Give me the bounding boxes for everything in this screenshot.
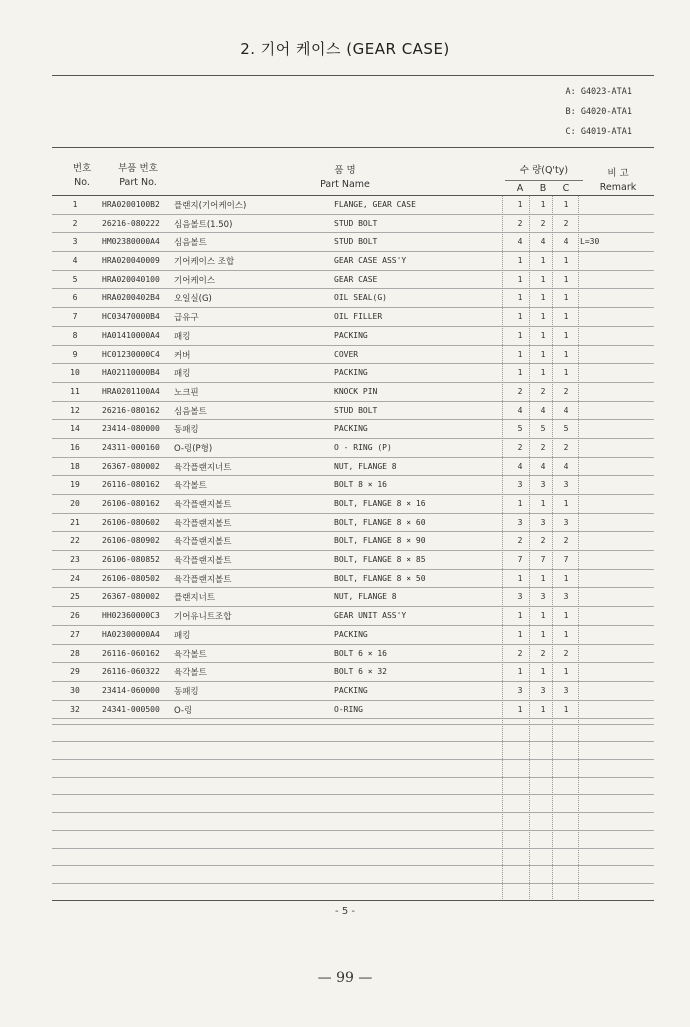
qty-c: 5: [563, 424, 569, 434]
empty-row-line: [52, 759, 654, 760]
qty-c: 1: [563, 256, 569, 266]
qty-c: 4: [563, 461, 569, 471]
table-row: [52, 252, 654, 271]
qty-b: 3: [540, 592, 546, 602]
qty-guide-bc: [552, 196, 553, 901]
row-number: 14: [70, 424, 80, 434]
header-remark-en: Remark: [599, 182, 637, 193]
qty-c: 4: [563, 405, 569, 415]
model-a: A: G4023-ATA1: [565, 87, 632, 97]
part-name: FLANGE, GEAR CASE: [334, 200, 416, 209]
part-number: 26367-080002: [102, 461, 160, 471]
qty-b: 1: [540, 256, 546, 266]
qty-c: 3: [563, 480, 569, 490]
qty-a: 4: [517, 461, 523, 471]
row-number: 25: [70, 592, 80, 602]
qty-a: 1: [517, 611, 523, 621]
qty-a: 3: [517, 592, 523, 602]
row-number: 28: [70, 648, 80, 658]
part-name: BOLT 8 × 16: [334, 480, 387, 490]
qty-a: 1: [517, 704, 523, 714]
qty-a: 2: [517, 218, 523, 228]
qty-a: 2: [517, 536, 523, 546]
part-number: HC01230000C4: [102, 349, 160, 359]
qty-c: 2: [563, 536, 569, 546]
korean-name: 육각볼트: [174, 668, 207, 679]
korean-name: 심음볼트(1.50): [174, 219, 233, 230]
part-number: HM02380000A4: [102, 237, 160, 247]
qty-c: 1: [563, 704, 569, 714]
part-number: HRA020040009: [102, 256, 160, 266]
part-name: OIL FILLER: [334, 312, 383, 322]
qty-a: 1: [517, 274, 523, 284]
page-title: 2. 기어 케이스 (GEAR CASE): [240, 40, 450, 58]
part-name: OIL SEAL(G): [334, 293, 387, 303]
part-number: 26216-080162: [102, 405, 160, 415]
part-name: O-RING: [334, 704, 363, 714]
qty-b: 1: [540, 499, 546, 508]
korean-name: 육각플랜지너트: [174, 462, 232, 473]
part-name: STUD BOLT: [334, 218, 378, 228]
korean-name: 육각볼트: [174, 649, 207, 660]
part-name: BOLT, FLANGE 8 × 50: [334, 573, 426, 583]
qty-c: 2: [563, 218, 569, 228]
korean-name: 기어케이스: [174, 275, 216, 286]
qty-c: 3: [563, 685, 569, 695]
model-list: [565, 82, 632, 142]
part-name: KNOCK PIN: [334, 386, 378, 396]
table-row: [52, 327, 654, 346]
qty-divider: [505, 180, 583, 181]
part-name: O - RING (P): [334, 442, 392, 452]
qty-guide-right: [578, 196, 579, 901]
header-no-kr: 번호: [72, 163, 92, 174]
part-name: PACKING: [334, 629, 368, 639]
part-number: HA02300000A4: [102, 629, 160, 639]
table-row: [52, 682, 654, 701]
qty-guide-left: [502, 196, 503, 901]
row-number: 9: [72, 349, 78, 359]
korean-name: O-링(P형): [174, 443, 213, 454]
korean-name: 커버: [174, 350, 191, 361]
table-row: [52, 439, 654, 458]
title-rule: [52, 75, 654, 76]
part-number: HRA0200402B4: [102, 293, 160, 303]
row-number: 32: [70, 704, 80, 714]
korean-name: 패킹: [174, 331, 191, 342]
empty-row-line: [52, 724, 654, 725]
row-number: 4: [72, 256, 78, 266]
part-name: COVER: [334, 349, 359, 359]
row-number: 30: [70, 685, 80, 695]
row-number: 26: [70, 611, 80, 621]
qty-b: 1: [540, 368, 546, 378]
header-part-en: Part No.: [119, 177, 157, 188]
row-number: 1: [72, 200, 78, 209]
part-number: 26106-080162: [102, 499, 160, 508]
header-no-en: No.: [74, 177, 90, 188]
qty-a: 4: [517, 237, 523, 247]
qty-c: 1: [563, 200, 569, 209]
korean-name: 육각플랜지볼트: [174, 556, 232, 567]
table-row: [52, 476, 654, 495]
part-name: NUT, FLANGE 8: [334, 592, 397, 602]
part-number: HA01410000A4: [102, 330, 160, 340]
empty-row-line: [52, 865, 654, 866]
row-number: 27: [70, 629, 80, 639]
part-name: NUT, FLANGE 8: [334, 461, 397, 471]
header-remark-kr: 비 고: [607, 168, 629, 179]
qty-b: 2: [540, 442, 546, 452]
qty-guide-ab: [529, 196, 530, 901]
korean-name: 육각플랜지볼트: [174, 500, 232, 510]
qty-b: 2: [540, 536, 546, 546]
korean-name: 급유구: [174, 313, 199, 324]
table-row: [52, 514, 654, 533]
qty-a: 1: [517, 200, 523, 209]
model-c: C: G4019-ATA1: [565, 127, 632, 137]
row-number: 3: [72, 237, 78, 247]
qty-a: 2: [517, 386, 523, 396]
qty-a: 1: [517, 330, 523, 340]
row-number: 29: [70, 667, 80, 677]
qty-b: 1: [540, 611, 546, 621]
qty-a: 3: [517, 685, 523, 695]
empty-row-line: [52, 830, 654, 831]
table-row: [52, 215, 654, 234]
qty-b: 1: [540, 349, 546, 359]
part-number: HRA0201100A4: [102, 386, 160, 396]
part-name: BOLT, FLANGE 8 × 60: [334, 517, 426, 527]
part-name: BOLT, FLANGE 8 × 16: [334, 499, 426, 508]
part-number: HC03470000B4: [102, 312, 160, 322]
parts-table: [52, 196, 654, 719]
qty-a: 1: [517, 667, 523, 677]
part-name: PACKING: [334, 330, 368, 340]
qty-b: 1: [540, 667, 546, 677]
korean-name: 육각볼트: [174, 481, 207, 492]
qty-c: 1: [563, 293, 569, 303]
qty-b: 4: [540, 461, 546, 471]
part-number: 23414-060000: [102, 685, 160, 695]
part-number: 26106-080902: [102, 536, 160, 546]
row-number: 23: [70, 555, 80, 565]
korean-name: 패킹: [174, 369, 191, 380]
korean-name: 기어케이스 조합: [174, 257, 235, 268]
qty-b: 1: [540, 629, 546, 639]
qty-c: 2: [563, 386, 569, 396]
korean-name: 심음볼트: [174, 238, 207, 249]
qty-a: 1: [517, 256, 523, 266]
header-col-c: C: [562, 183, 570, 194]
part-number: 24341-000500: [102, 704, 160, 714]
qty-a: 3: [517, 517, 523, 527]
part-number: 26106-080602: [102, 517, 160, 527]
qty-a: 5: [517, 424, 523, 434]
qty-c: 2: [563, 648, 569, 658]
header-name: [300, 164, 390, 192]
korean-name: 육각플랜지볼트: [174, 537, 232, 548]
part-name: GEAR CASE: [334, 274, 378, 284]
table-row: [52, 626, 654, 645]
qty-a: 7: [517, 555, 523, 565]
korean-name: 기어유니트조합: [174, 612, 232, 623]
qty-c: 1: [563, 349, 569, 359]
korean-name: 육각플랜지볼트: [174, 574, 232, 585]
part-name: STUD BOLT: [334, 237, 378, 247]
korean-name: 오일실(G): [174, 294, 212, 305]
table-row: [52, 196, 654, 215]
qty-a: 1: [517, 312, 523, 322]
part-name: PACKING: [334, 368, 368, 378]
row-number: 11: [70, 386, 80, 396]
qty-b: 4: [540, 237, 546, 247]
qty-a: 1: [517, 368, 523, 378]
part-number: 26106-080502: [102, 573, 160, 583]
qty-b: 2: [540, 386, 546, 396]
table-row: [52, 308, 654, 327]
qty-c: 3: [563, 517, 569, 527]
part-number: HA02110000B4: [102, 368, 160, 378]
row-number: 20: [70, 499, 80, 508]
qty-b: 1: [540, 200, 546, 209]
part-number: 26216-080222: [102, 218, 160, 228]
qty-b: 1: [540, 274, 546, 284]
korean-name: 플랜지(기어케이스): [174, 201, 247, 211]
qty-c: 1: [563, 611, 569, 621]
row-number: 10: [70, 368, 80, 378]
qty-c: 1: [563, 629, 569, 639]
qty-c: 2: [563, 442, 569, 452]
table-row: [52, 233, 654, 252]
qty-c: 4: [563, 237, 569, 247]
table-row: [52, 701, 654, 720]
qty-b: 7: [540, 555, 546, 565]
part-name: PACKING: [334, 685, 368, 695]
qty-c: 1: [563, 312, 569, 322]
header-top-rule: [52, 147, 654, 148]
korean-name: 육각플랜지볼트: [174, 518, 232, 529]
qty-b: 2: [540, 648, 546, 658]
header-remark: [590, 167, 646, 195]
qty-c: 3: [563, 592, 569, 602]
empty-row-line: [52, 777, 654, 778]
row-number: 2: [72, 218, 78, 228]
qty-a: 3: [517, 480, 523, 490]
qty-b: 5: [540, 424, 546, 434]
part-name: BOLT 6 × 16: [334, 648, 387, 658]
empty-row-line: [52, 741, 654, 742]
qty-b: 3: [540, 685, 546, 695]
header-no: [62, 162, 102, 190]
part-name: STUD BOLT: [334, 405, 378, 415]
part-name: BOLT, FLANGE 8 × 85: [334, 555, 426, 565]
remark: L=30: [580, 237, 600, 247]
row-number: 22: [70, 536, 80, 546]
qty-a: 2: [517, 442, 523, 452]
part-number: 26106-080852: [102, 555, 160, 565]
section-page-number: - 5 -: [335, 906, 355, 917]
qty-a: 1: [517, 573, 523, 583]
model-b: B: G4020-ATA1: [565, 107, 632, 117]
korean-name: O-링: [174, 705, 193, 716]
qty-b: 1: [540, 293, 546, 303]
row-number: 7: [72, 312, 78, 322]
korean-name: 노크핀: [174, 387, 199, 398]
qty-b: 1: [540, 704, 546, 714]
qty-c: 1: [563, 274, 569, 284]
row-number: 6: [72, 293, 78, 303]
table-row: [52, 383, 654, 402]
qty-c: 1: [563, 368, 569, 378]
qty-b: 1: [540, 312, 546, 322]
header-part: [108, 162, 168, 190]
table-row: [52, 663, 654, 682]
korean-name: 동패킹: [174, 425, 199, 436]
empty-row-line: [52, 848, 654, 849]
qty-b: 3: [540, 480, 546, 490]
qty-c: 1: [563, 573, 569, 583]
empty-row-line: [52, 812, 654, 813]
table-row: [52, 551, 654, 570]
korean-name: 동패킹: [174, 686, 199, 697]
header-part-kr: 부품 번호: [118, 163, 158, 174]
table-row: [52, 364, 654, 383]
row-number: 24: [70, 573, 80, 583]
part-number: 23414-080000: [102, 424, 160, 434]
header-col-b: B: [539, 183, 547, 194]
part-name: BOLT 6 × 32: [334, 667, 387, 677]
table-row: [52, 588, 654, 607]
korean-name: 플랜지너트: [174, 593, 216, 604]
korean-name: 패킹: [174, 630, 191, 641]
part-number: 26116-060322: [102, 667, 160, 677]
part-number: HRA0200100B2: [102, 200, 160, 209]
qty-a: 1: [517, 629, 523, 639]
table-row: [52, 458, 654, 477]
qty-c: 1: [563, 499, 569, 508]
empty-row-line: [52, 883, 654, 884]
part-number: HH02360000C3: [102, 611, 160, 621]
part-name: GEAR CASE ASS'Y: [334, 256, 407, 266]
qty-b: 2: [540, 218, 546, 228]
part-number: HRA020040100: [102, 274, 160, 284]
table-row: [52, 645, 654, 664]
qty-a: 1: [517, 349, 523, 359]
table-row: [52, 495, 654, 514]
table-row: [52, 289, 654, 308]
qty-a: 1: [517, 293, 523, 303]
row-number: 16: [70, 442, 80, 452]
row-number: 8: [72, 330, 78, 340]
qty-c: 1: [563, 330, 569, 340]
korean-name: 심음볼트: [174, 406, 207, 417]
part-number: 26116-080162: [102, 480, 160, 490]
qty-c: 7: [563, 555, 569, 565]
header-name-en: Part Name: [320, 179, 370, 190]
row-number: 18: [70, 461, 80, 471]
qty-a: 2: [517, 648, 523, 658]
qty-b: 1: [540, 330, 546, 340]
table-row: [52, 271, 654, 290]
qty-a: 4: [517, 405, 523, 415]
row-number: 12: [70, 405, 80, 415]
row-number: 21: [70, 517, 80, 527]
qty-a: 1: [517, 499, 523, 508]
table-row: [52, 607, 654, 626]
table-row: [52, 346, 654, 365]
row-number: 19: [70, 480, 80, 490]
table-row: [52, 420, 654, 439]
part-number: 26116-060162: [102, 648, 160, 658]
empty-row-line: [52, 794, 654, 795]
qty-b: 4: [540, 405, 546, 415]
header-col-a: A: [516, 183, 524, 194]
table-row: [52, 570, 654, 589]
qty-c: 1: [563, 667, 569, 677]
part-name: GEAR UNIT ASS'Y: [334, 611, 407, 621]
footer-rule: [52, 900, 654, 901]
row-number: 5: [72, 274, 78, 284]
qty-b: 1: [540, 573, 546, 583]
table-row: [52, 402, 654, 421]
header-qty-label: 수 량(Q'ty): [519, 165, 569, 176]
book-page-number: — 99 —: [317, 970, 373, 986]
part-name: PACKING: [334, 424, 368, 434]
qty-b: 3: [540, 517, 546, 527]
part-name: BOLT, FLANGE 8 × 90: [334, 536, 426, 546]
header-name-kr: 품 명: [334, 165, 356, 176]
table-row: [52, 532, 654, 551]
part-number: 26367-080002: [102, 592, 160, 602]
part-number: 24311-000160: [102, 442, 160, 452]
